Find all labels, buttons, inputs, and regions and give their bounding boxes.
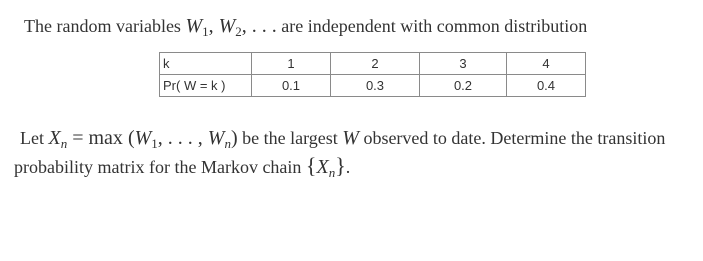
table-cell: 4 bbox=[507, 53, 586, 75]
chain-subscript: n bbox=[328, 165, 336, 180]
w1-symbol: W bbox=[134, 127, 152, 149]
close-brace: } bbox=[335, 153, 346, 178]
markov-chain-symbol bbox=[305, 153, 346, 180]
question-line-1 bbox=[14, 124, 699, 152]
table-cell: k bbox=[160, 53, 252, 75]
period: . bbox=[345, 157, 351, 177]
table-cell: 3 bbox=[420, 53, 507, 75]
table-row-k bbox=[160, 53, 586, 75]
close-paren: ) bbox=[230, 127, 238, 149]
ellipsis: , . . . bbox=[241, 15, 277, 37]
table-cell: 0.4 bbox=[507, 75, 586, 97]
table-cell: 0.1 bbox=[252, 75, 331, 97]
comma: , bbox=[208, 15, 219, 37]
table-row-probability bbox=[160, 75, 586, 97]
open-brace: { bbox=[305, 153, 317, 178]
wn-subscript: n bbox=[224, 136, 231, 151]
middle-text: be the largest bbox=[242, 128, 338, 148]
question-line-2 bbox=[14, 152, 699, 181]
variables-list bbox=[185, 15, 276, 37]
chain-x-symbol: X bbox=[316, 156, 329, 178]
xn-symbol: X bbox=[48, 127, 61, 149]
w1-subscript: 1 bbox=[151, 136, 158, 151]
w2-symbol: W bbox=[218, 15, 236, 37]
table-cell: Pr( W = k ) bbox=[160, 75, 252, 97]
wn-symbol: W bbox=[207, 127, 225, 149]
intro-sentence bbox=[24, 13, 587, 39]
table-cell: 1 bbox=[252, 53, 331, 75]
question-paragraph bbox=[14, 124, 699, 181]
line-2-text: probability matrix for the Markov chain bbox=[14, 157, 302, 177]
w1-symbol: W bbox=[185, 15, 203, 37]
line-1-end-text: observed to date. Determine the transition bbox=[363, 128, 666, 148]
table-cell: 0.3 bbox=[331, 75, 420, 97]
table-cell: 2 bbox=[331, 53, 420, 75]
open-paren: ( bbox=[127, 127, 135, 149]
intro-prefix: The random variables bbox=[24, 16, 181, 36]
distribution-table bbox=[159, 52, 586, 97]
xn-subscript: n bbox=[60, 136, 68, 151]
max-operator: = max bbox=[72, 127, 123, 149]
intro-suffix: are independent with common distribution bbox=[281, 16, 588, 36]
w1-subscript: 1 bbox=[202, 24, 209, 39]
ellipsis: , . . . , bbox=[157, 127, 208, 149]
w-symbol: W bbox=[342, 127, 359, 149]
table-cell: 0.2 bbox=[420, 75, 507, 97]
w2-subscript: 2 bbox=[235, 24, 242, 39]
let-word: Let bbox=[20, 128, 44, 148]
xn-definition bbox=[49, 127, 238, 149]
